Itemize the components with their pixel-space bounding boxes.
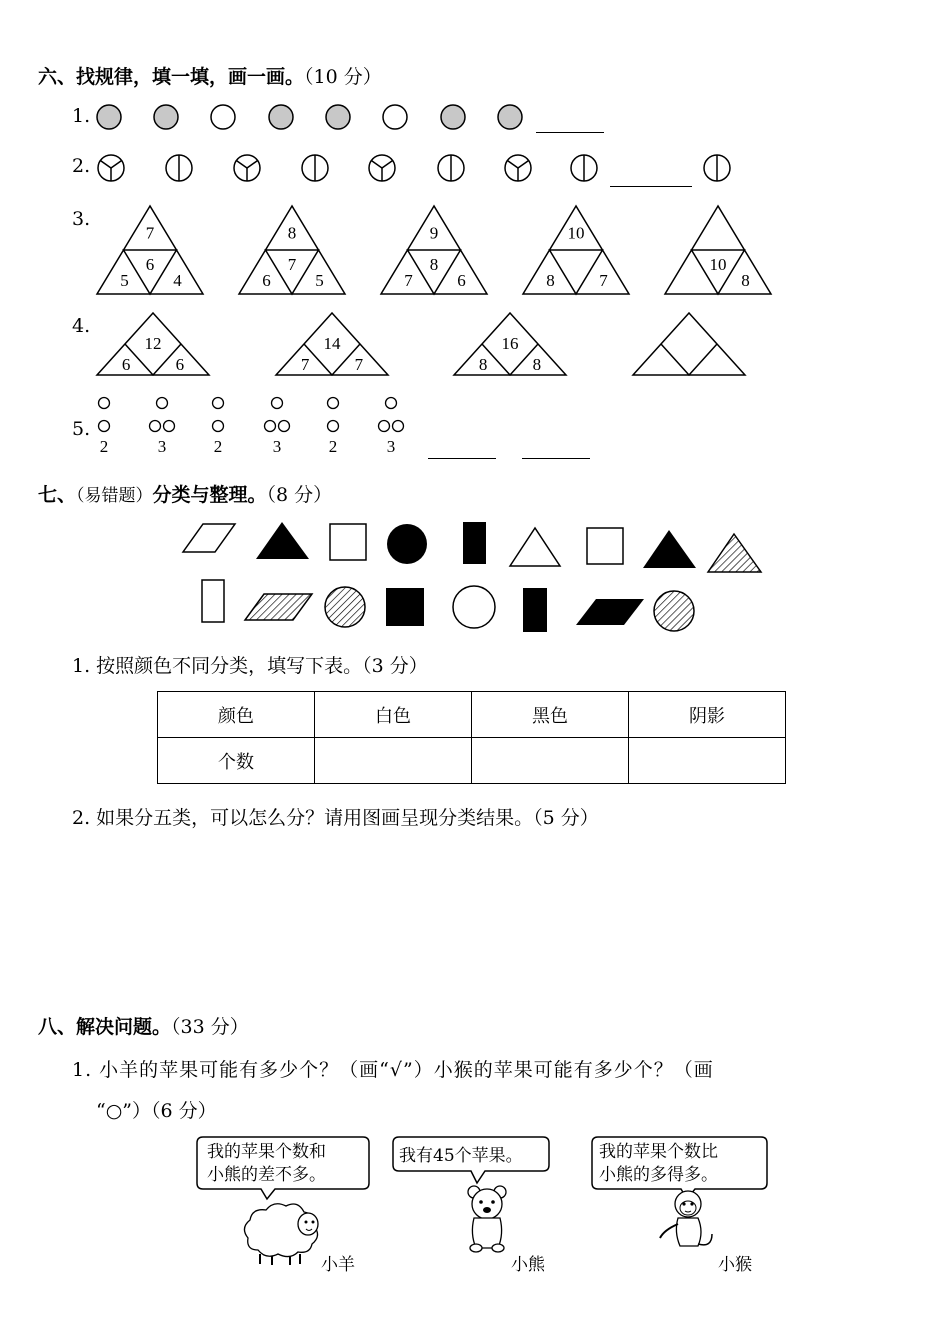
triangle-left-number: 6	[121, 355, 131, 374]
black-triangle	[256, 522, 309, 559]
triangle-right-number: 7	[599, 271, 608, 290]
bar-circle	[571, 155, 597, 181]
section6-title	[38, 62, 382, 89]
triangle-left-number: 5	[120, 271, 129, 290]
bar-circle	[302, 155, 328, 181]
triangle-middle-number: 14	[323, 333, 341, 353]
black-square	[386, 588, 424, 626]
y-split-circle	[234, 155, 260, 181]
triangle-right-number: 8	[532, 355, 542, 374]
gray-circle	[154, 105, 178, 129]
gray-circle	[441, 105, 465, 129]
triangle-right-number: 7	[354, 355, 364, 374]
number-triangle	[633, 313, 745, 375]
monkey-bubble-line1: 我的苹果个数比	[599, 1142, 718, 1162]
hatched-triangle	[708, 534, 761, 572]
number-triangle	[97, 313, 209, 375]
dot-group	[265, 398, 290, 457]
monkey-bubble-line2: 小熊的多得多。	[599, 1165, 718, 1185]
triangle-right-number: 6	[457, 271, 466, 290]
section6-points: （10 分）	[304, 66, 382, 88]
dot-count-number: 3	[272, 437, 282, 456]
triangle-top-number: 10	[567, 223, 585, 243]
number-triangle	[381, 206, 487, 294]
white-circle	[383, 105, 407, 129]
sheep-icon	[238, 1198, 328, 1268]
bar-circle	[704, 155, 730, 181]
shape-collection	[178, 514, 778, 644]
dot-group	[99, 398, 110, 457]
black-triangle	[643, 530, 696, 568]
number-triangle	[523, 206, 629, 294]
section6-title-text: 六、找规律，填一填，画一画。	[38, 66, 305, 88]
black-parallelogram	[576, 599, 644, 625]
section8-q1-line2: “○”）（6 分）	[96, 1100, 217, 1122]
table-row	[158, 738, 786, 784]
triangle-right-number: 5	[315, 271, 324, 290]
triangle-middle-number: 7	[287, 255, 297, 274]
triangle-right-number: 6	[175, 355, 185, 374]
table-header-cell: 白色	[315, 692, 472, 738]
gray-circle	[326, 105, 350, 129]
triangle-top-number: 7	[145, 223, 155, 243]
dot-count-number: 2	[99, 437, 109, 456]
table-header-cell: 颜色	[158, 692, 315, 738]
table-header-cell: 黑色	[472, 692, 629, 738]
sheep-label: 小羊	[321, 1255, 355, 1275]
hatched-circle	[325, 587, 365, 627]
section7-main: 分类与整理。	[152, 484, 267, 506]
triangle-left-number: 8	[546, 271, 555, 290]
section7-points: （8 分）	[266, 484, 333, 506]
black-rectangle	[523, 588, 547, 632]
dot-group	[213, 398, 224, 457]
q1-answer-blank[interactable]	[536, 132, 604, 133]
triangle-middle-number: 8	[429, 255, 439, 274]
section7-title	[38, 480, 332, 507]
number-triangle	[97, 206, 203, 294]
triangle-left-number: 6	[262, 271, 271, 290]
bar-circle	[166, 155, 192, 181]
black-count-cell[interactable]	[472, 738, 629, 784]
white-circle	[453, 586, 495, 628]
section7-prefix: 七、	[38, 484, 77, 506]
white-triangle	[510, 528, 560, 566]
table-header-row	[158, 692, 786, 738]
dot-group	[328, 398, 339, 457]
triangle-right-number: 4	[173, 271, 182, 290]
dot-group	[379, 398, 404, 457]
gray-circle	[97, 105, 121, 129]
sheep-bubble-line1: 我的苹果个数和	[207, 1142, 326, 1162]
triangle-right-number: 8	[741, 271, 750, 290]
bear-label: 小熊	[511, 1255, 545, 1275]
y-split-circle	[369, 155, 395, 181]
q2-answer-blank[interactable]	[610, 186, 692, 187]
monkey-bubble-text	[599, 1141, 718, 1187]
q3-label: 3.	[72, 208, 91, 230]
triangle-top-number: 9	[429, 223, 439, 243]
bar-circle	[438, 155, 464, 181]
gray-circle	[269, 105, 293, 129]
q3-triangle-group	[90, 204, 810, 299]
black-rectangle	[463, 522, 486, 564]
q1-label: 1.	[72, 105, 91, 127]
number-triangle	[665, 206, 771, 294]
triangle-left-number: 7	[300, 355, 310, 374]
table-row-label: 个数	[158, 738, 315, 784]
sheep-bubble-line2: 小熊的差不多。	[207, 1165, 326, 1185]
triangle-left-number: 8	[478, 355, 488, 374]
section7-tag: （易错题）	[76, 486, 153, 506]
triangle-top-number: 8	[287, 223, 297, 243]
q5-label: 5.	[72, 418, 91, 440]
q1-circle-pattern	[95, 102, 555, 132]
section8-points: （33 分）	[171, 1016, 249, 1038]
dot-group	[150, 398, 175, 457]
white-square	[587, 528, 623, 564]
number-triangle	[239, 206, 345, 294]
q4-label: 4.	[72, 315, 91, 337]
triangle-left-number: 7	[404, 271, 413, 290]
dot-count-number: 2	[328, 437, 338, 456]
white-circle	[211, 105, 235, 129]
number-triangle	[276, 313, 388, 375]
y-split-circle	[505, 155, 531, 181]
q5-answer-blank-1[interactable]	[428, 458, 496, 459]
section8-title-text: 八、解决问题。	[38, 1016, 172, 1038]
q2-label: 2.	[72, 155, 91, 177]
dot-count-number: 3	[157, 437, 167, 456]
white-rectangle	[202, 580, 224, 622]
q5-answer-blank-2[interactable]	[522, 458, 590, 459]
number-triangle	[454, 313, 566, 375]
triangle-middle-number: 12	[144, 333, 162, 353]
dot-count-number: 2	[213, 437, 223, 456]
table-header-cell: 阴影	[629, 692, 786, 738]
sheep-bubble-text	[207, 1141, 326, 1187]
white-count-cell[interactable]	[315, 738, 472, 784]
section7-q2-text: 2. 如果分五类，可以怎么分？请用图画呈现分类结果。（5 分）	[72, 807, 599, 829]
bear-bubble-text: 我有45个苹果。	[399, 1146, 523, 1166]
section8-q1-line1: 1. 小羊的苹果可能有多少个？（画“√”）小猴的苹果可能有多少个？（画	[72, 1059, 714, 1081]
white-parallelogram	[183, 524, 235, 552]
monkey-label: 小猴	[718, 1255, 752, 1275]
hatched-circle	[654, 591, 694, 631]
hatched-count-cell[interactable]	[629, 738, 786, 784]
y-split-circle	[98, 155, 124, 181]
triangle-middle-number: 10	[709, 255, 727, 274]
dot-count-number: 3	[386, 437, 396, 456]
q5-dot-pattern	[92, 394, 422, 454]
color-count-table	[157, 691, 786, 784]
hatched-parallelogram	[245, 594, 312, 620]
q2-symbol-pattern	[95, 151, 755, 185]
triangle-middle-number: 16	[501, 333, 519, 353]
section8-title	[38, 1012, 249, 1039]
section7-q1-text: 1. 按照颜色不同分类，填写下表。（3 分）	[72, 655, 428, 677]
drawing-answer-area[interactable]	[72, 835, 872, 995]
gray-circle	[498, 105, 522, 129]
triangle-middle-number: 6	[145, 255, 155, 274]
white-square	[330, 524, 366, 560]
monkey-icon	[656, 1188, 726, 1268]
q4-triangle-group	[90, 310, 790, 380]
black-circle	[387, 524, 427, 564]
